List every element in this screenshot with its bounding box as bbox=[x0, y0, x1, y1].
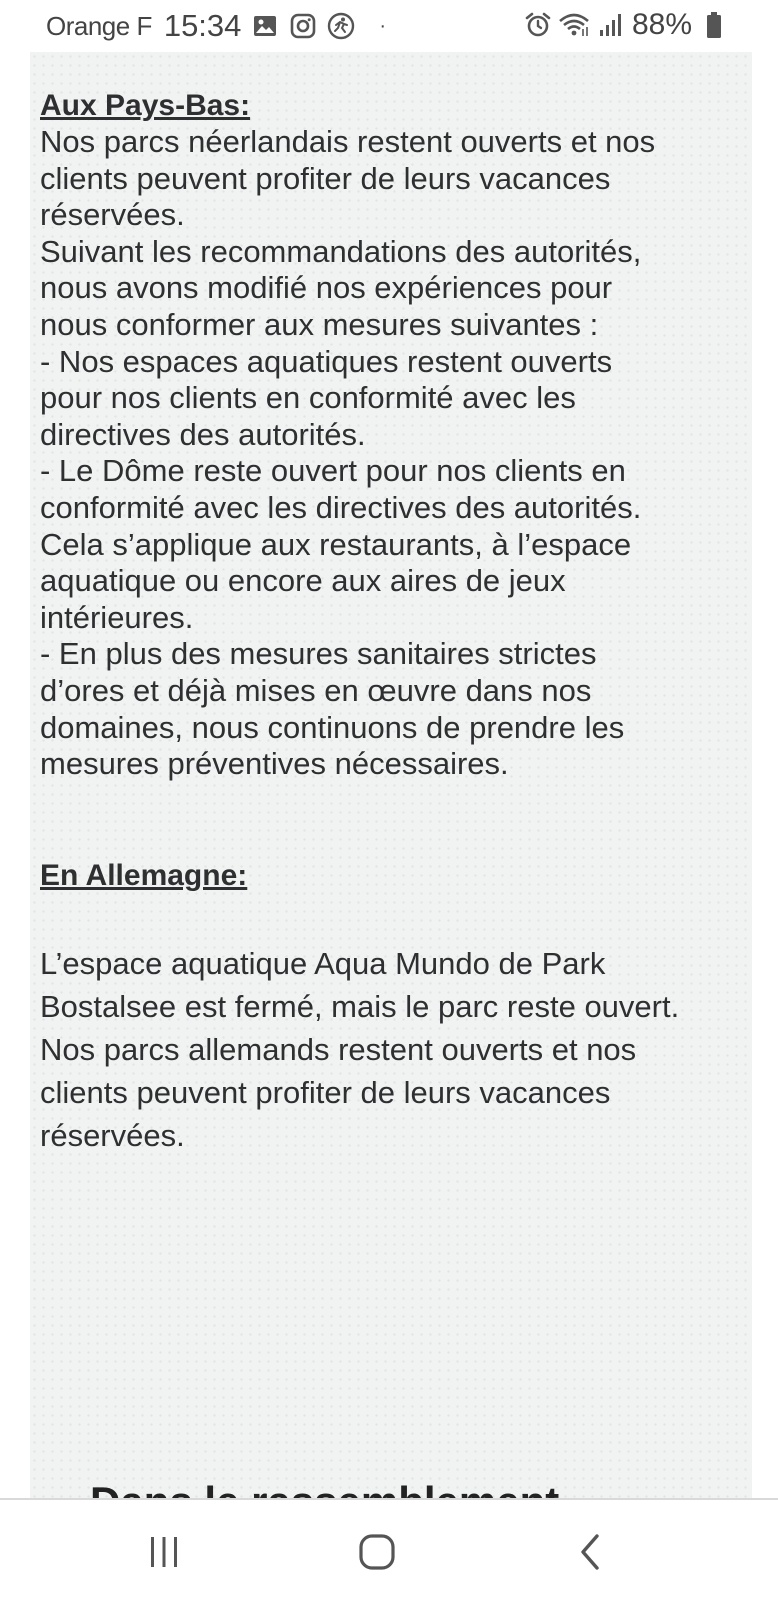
signal-icon bbox=[596, 11, 624, 39]
status-bar-right bbox=[524, 8, 728, 42]
section-body-germany: L’espace aquatique Aqua Mundo de Park Bostalsee est fermé, mais le parc reste ouvert. Nos parcs allemands restent ouverts et nos clients peuvent profiter de leurs vacances réservées. bbox=[40, 946, 680, 1153]
status-clock: 15:34 bbox=[163, 8, 242, 43]
wifi-icon bbox=[560, 11, 588, 39]
next-section-heading-partial bbox=[90, 1478, 559, 1498]
alarm-icon bbox=[524, 11, 552, 39]
home-button[interactable] bbox=[347, 1524, 407, 1584]
section-body-netherlands: Nos parcs néerlandais restent ouverts et nos clients peuvent profiter de leurs vacances réservées. Suivant les recommandations des autorités, nous avons modifié nos expériences pour nous conformer aux mesures suivantes : - Nos espaces aquatiques restent ouverts pour nos clients en conformité avec les directives des autorités. - Le Dôme reste ouvert pour nos clients en conformité avec les directives des autorités. Cela s’applique aux restaurants, à l’espace aquatique ou encore aux aires de jeux intérieures. - En plus des mesures sanitaires strictes d’ores et déjà mises en œuvre dans nos domaines, nous continuons de prendre les mesures préventives nécessaires. bbox=[40, 124, 656, 782]
section-heading-netherlands: Aux Pays-Bas: bbox=[40, 89, 251, 122]
instagram-icon bbox=[289, 12, 317, 40]
status-bar-left bbox=[46, 8, 386, 44]
back-button[interactable] bbox=[560, 1524, 620, 1584]
section-heading-germany: En Allemagne: bbox=[40, 859, 248, 892]
battery-icon bbox=[700, 11, 728, 39]
notification-dot: · bbox=[379, 14, 387, 37]
gallery-icon bbox=[251, 12, 279, 40]
status-bar bbox=[0, 0, 778, 52]
recent-apps-icon bbox=[147, 1535, 181, 1574]
section-germany bbox=[40, 858, 730, 894]
activity-icon bbox=[327, 12, 355, 40]
home-icon bbox=[358, 1533, 396, 1576]
recent-apps-button[interactable] bbox=[134, 1524, 194, 1584]
carrier-name: Orange F bbox=[46, 10, 152, 41]
article-content[interactable] bbox=[30, 52, 752, 1498]
navigation-bar bbox=[0, 1498, 778, 1602]
section-germany-body-wrap bbox=[40, 942, 720, 1157]
section-netherlands bbox=[40, 88, 730, 783]
battery-percentage: 88% bbox=[631, 8, 692, 41]
back-icon bbox=[575, 1533, 605, 1576]
